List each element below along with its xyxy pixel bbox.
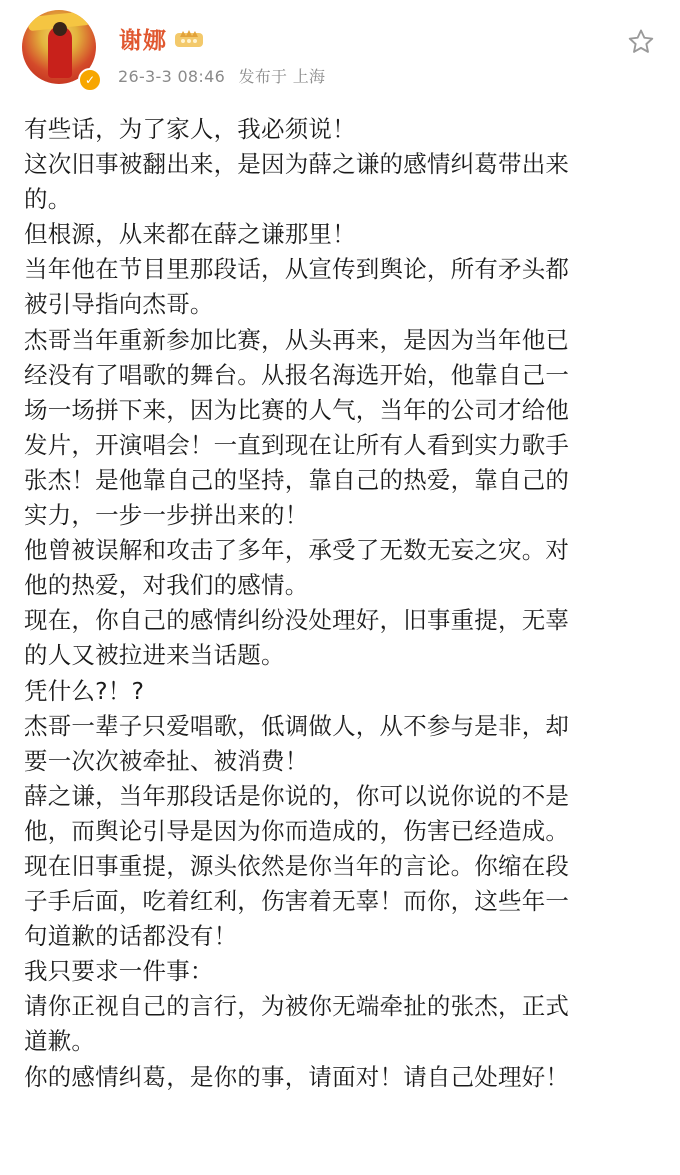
post-header	[0, 0, 680, 110]
post-location: 发布于 上海	[238, 67, 326, 86]
post-text-line: 实力，一步一步拼出来的！	[24, 501, 309, 530]
username[interactable]: 谢娜	[119, 28, 167, 54]
post-text-line: 杰哥一辈子只爱唱歌，低调做人，从不参与是非，却	[24, 711, 570, 740]
post-text-line: 他曾被误解和攻击了多年，承受了无数无妄之灾。对	[24, 536, 570, 565]
post-text-line: 薛之谦，当年那段话是你说的，你可以说你说的不是	[24, 781, 570, 810]
post-text-line: 发片，开演唱会！一直到现在让所有人看到实力歌手	[24, 430, 570, 459]
post-text-line: 当年他在节目里那段话，从宣传到舆论，所有矛头都	[24, 255, 570, 284]
post-text-line: 句道歉的话都没有！	[24, 922, 238, 951]
vip-crown-icon	[174, 27, 204, 49]
post-text-line: 现在，你自己的感情纠纷没处理好，旧事重提，无辜	[24, 606, 570, 635]
post-text-line: 场一场拼下来，因为比赛的人气，当年的公司才给他	[24, 395, 570, 424]
post-text-line: 杰哥当年重新参加比赛，从头再来，是因为当年他已	[24, 325, 570, 354]
post-body	[24, 112, 656, 1095]
post-text-line: 经没有了唱歌的舞台。从报名海选开始，他靠自己一	[24, 360, 570, 389]
post-timestamp: 26-3-3 08:46	[118, 67, 226, 86]
verified-badge-icon: ✓	[78, 68, 102, 92]
post-text-line: 这次旧事被翻出来，是因为薛之谦的感情纠葛带出来	[24, 150, 570, 179]
post-text-line: 张杰！是他靠自己的坚持，靠自己的热爱，靠自己的	[24, 465, 570, 494]
post-text-line: 但根源，从来都在薛之谦那里！	[24, 220, 356, 249]
post-text-line: 道歉。	[24, 1027, 96, 1056]
post-text-line: 他，而舆论引导是因为你而造成的，伤害已经造成。	[24, 816, 570, 845]
post-text-line: 有些话，为了家人，我必须说！	[24, 115, 356, 143]
post-text-line: 被引导指向杰哥。	[24, 290, 214, 319]
star-outline-icon[interactable]	[626, 27, 656, 57]
post-text-line: 的。	[24, 185, 72, 214]
post-text-line: 我只要求一件事：	[24, 957, 214, 986]
post-text-line: 你的感情纠葛，是你的事，请面对！请自己处理好！	[24, 1062, 570, 1091]
post-text-line: 请你正视自己的言行，为被你无端牵扯的张杰，正式	[24, 992, 570, 1021]
avatar-head	[53, 22, 67, 36]
post-text-line: 他的热爱，对我们的感情。	[24, 571, 309, 600]
post-text-line: 要一次次被牵扯、被消费！	[24, 746, 309, 775]
post-text-line: 现在旧事重提，源头依然是你当年的言论。你缩在段	[24, 851, 570, 880]
post-meta	[118, 64, 333, 87]
avatar[interactable]	[22, 10, 96, 87]
post-text-line: 的人又被拉进来当话题。	[24, 641, 285, 670]
post-text-line: 凭什么?！?	[24, 676, 145, 705]
post-text-line: 子手后面，吃着红利，伤害着无辜！而你，这些年一	[24, 887, 570, 916]
